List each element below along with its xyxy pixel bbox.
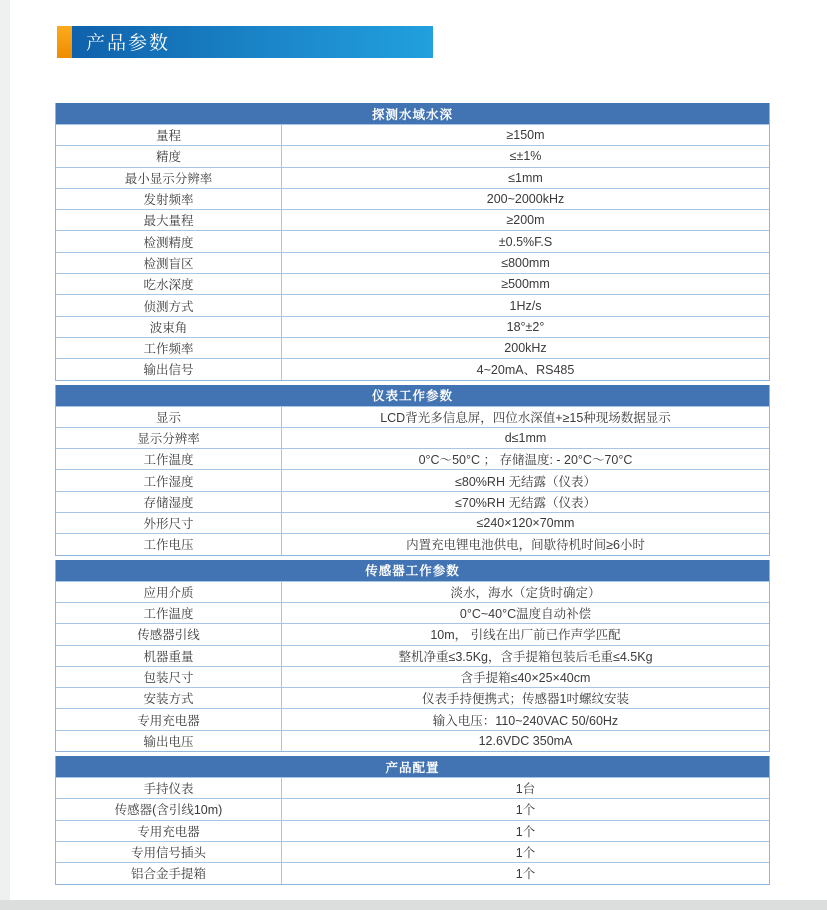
table-row (56, 252, 769, 273)
param-value: LCD背光多信息屏，四位水深值+≥15种现场数据显示 (380, 410, 671, 425)
table-row (56, 645, 769, 666)
param-label: 显示 (56, 407, 282, 427)
table-row (56, 294, 769, 315)
spec-section (55, 560, 770, 752)
table-row (56, 602, 769, 623)
param-label: 包装尺寸 (56, 667, 282, 687)
table-row (56, 448, 769, 469)
table-row (56, 230, 769, 251)
param-value: 含手提箱≤40×25×40cm (460, 670, 591, 685)
param-value: d≤1mm (504, 431, 547, 445)
param-label: 最大量程 (56, 210, 282, 230)
page-title-banner (57, 26, 433, 58)
table-row (56, 145, 769, 166)
table-row (56, 469, 769, 490)
param-label: 发射频率 (56, 189, 282, 209)
param-label: 外形尺寸 (56, 513, 282, 533)
table-row (56, 358, 769, 379)
param-label: 机器重量 (56, 646, 282, 666)
param-label: 显示分辨率 (56, 428, 282, 448)
section-header: 探测水域水深 (56, 103, 769, 124)
param-label: 工作温度 (56, 449, 282, 469)
table-row (56, 209, 769, 230)
param-value: ≤80%RH 无结露（仪表） (455, 474, 596, 489)
param-value: 0°C~40°C温度自动补偿 (459, 607, 592, 622)
table-row (56, 427, 769, 448)
section-header: 产品配置 (56, 756, 769, 777)
param-value: ≤240×120×70mm (476, 516, 575, 531)
param-label: 工作电压 (56, 534, 282, 554)
param-value: 1台 (515, 782, 536, 797)
param-label: 存储湿度 (56, 492, 282, 512)
table-row (56, 730, 769, 751)
bottom-edge-band (0, 900, 827, 910)
param-value: ≤800mm (501, 255, 550, 270)
param-value: 1个 (515, 803, 536, 818)
param-value: 200~2000kHz (486, 192, 565, 207)
param-label: 手持仪表 (56, 778, 282, 798)
table-row (56, 533, 769, 554)
param-value: 1个 (515, 867, 536, 882)
table-row (56, 167, 769, 188)
param-value: 200kHz (504, 341, 547, 356)
param-label: 工作湿度 (56, 470, 282, 490)
spec-section (55, 103, 770, 381)
param-label: 工作温度 (56, 603, 282, 623)
param-value: 整机净重≤3.5Kg，含手提箱包装后毛重≤4.5Kg (398, 649, 653, 664)
left-edge-strip (0, 0, 10, 910)
table-row (56, 124, 769, 145)
param-label: 最小显示分辨率 (56, 168, 282, 188)
orange-accent-square (57, 26, 72, 58)
table-row (56, 337, 769, 358)
param-value: 淡水，海水（定货时确定） (450, 585, 601, 600)
param-value: ≥200m (506, 213, 545, 228)
spec-table (55, 103, 770, 885)
table-row (56, 406, 769, 427)
section-header: 传感器工作参数 (56, 560, 769, 581)
param-value: ≤70%RH 无结露（仪表） (455, 495, 596, 510)
section-header: 仪表工作参数 (56, 385, 769, 406)
table-row (56, 316, 769, 337)
param-label: 量程 (56, 125, 282, 145)
title-banner-bar (72, 26, 433, 58)
page-title: 产品参数 (86, 32, 171, 54)
table-row (56, 841, 769, 862)
param-label: 专用信号插头 (56, 842, 282, 862)
param-value: 输入电压：110~240VAC 50/60Hz (432, 713, 619, 728)
table-row (56, 666, 769, 687)
param-label: 波束角 (56, 317, 282, 337)
table-row (56, 581, 769, 602)
spec-section (55, 756, 770, 884)
param-label: 传感器(含引线10m) (56, 799, 282, 819)
table-row (56, 188, 769, 209)
table-row (56, 623, 769, 644)
param-value: 4~20mA、RS485 (476, 363, 575, 378)
param-value: ≥500mm (501, 277, 550, 292)
param-value: 12.6VDC 350mA (478, 733, 573, 748)
param-label: 检测精度 (56, 231, 282, 251)
param-value: ≤±1% (509, 149, 542, 164)
table-row (56, 512, 769, 533)
param-value: 内置充电锂电池供电，间歇待机时间≥6小时 (406, 538, 645, 553)
table-row (56, 862, 769, 883)
param-value: ≤1mm (508, 170, 543, 185)
table-row (56, 798, 769, 819)
table-row (56, 273, 769, 294)
param-value: 1Hz/s (509, 298, 542, 313)
spec-section (55, 385, 770, 556)
param-label: 吃水深度 (56, 274, 282, 294)
param-value: 1个 (515, 846, 536, 861)
param-label: 铝合金手提箱 (56, 863, 282, 883)
table-row (56, 820, 769, 841)
param-label: 专用充电器 (56, 709, 282, 729)
param-label: 专用充电器 (56, 821, 282, 841)
param-value: ≥150m (506, 128, 545, 143)
param-label: 输出信号 (56, 359, 282, 379)
param-label: 精度 (56, 146, 282, 166)
table-row (56, 777, 769, 798)
table-row (56, 491, 769, 512)
param-label: 工作频率 (56, 338, 282, 358)
param-label: 检测盲区 (56, 253, 282, 273)
param-value: 18°±2° (506, 319, 545, 334)
param-value: 1个 (515, 824, 536, 839)
param-value: 0°C～50°C ； 存储温度: - 20°C～70°C (418, 453, 633, 468)
param-label: 传感器引线 (56, 624, 282, 644)
param-label: 输出电压 (56, 731, 282, 751)
param-label: 侦测方式 (56, 295, 282, 315)
param-value: ±0.5%F.S (498, 234, 553, 249)
table-row (56, 687, 769, 708)
table-row (56, 708, 769, 729)
param-value: 10m， 引线在出厂前已作声学匹配 (430, 628, 621, 643)
param-label: 安装方式 (56, 688, 282, 708)
param-value: 仪表手持便携式；传感器1吋螺纹安装 (422, 692, 629, 707)
param-label: 应用介质 (56, 582, 282, 602)
